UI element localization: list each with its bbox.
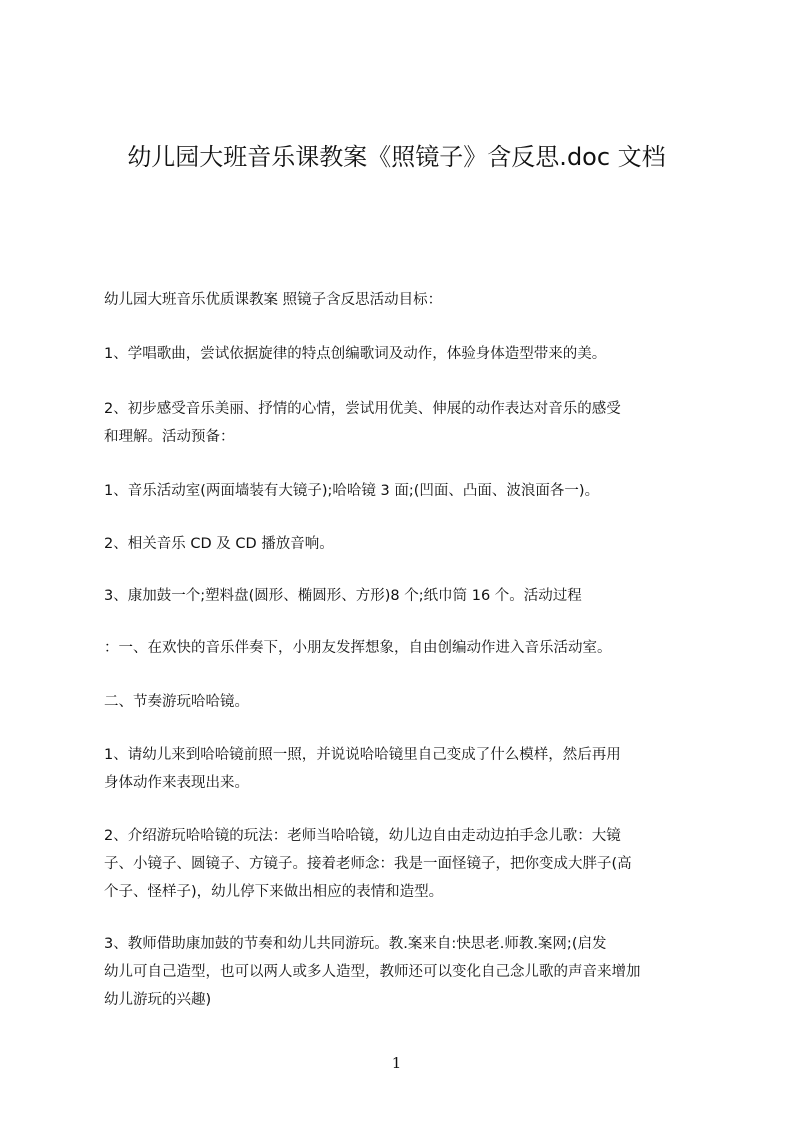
paragraph-line: 和理解。活动预备： (104, 429, 235, 445)
paragraph-prep-1 (104, 477, 694, 505)
paragraph-process-1 (104, 634, 694, 662)
paragraph-prep-2 (104, 530, 694, 558)
paragraph-line: 2、初步感受音乐美丽、抒情的心情，尝试用优美、伸展的动作表达对音乐的感受 (104, 401, 621, 417)
document-title: 幼儿园大班音乐课教案《照镜子》含反思.doc 文档 (127, 143, 666, 171)
paragraph-goal-1 (104, 340, 694, 368)
paragraph-line: ：一、在欢快的音乐伴奏下，小朋友发挥想象，自由创编动作进入音乐活动室。 (104, 640, 612, 656)
paragraph-prep-3 (104, 582, 694, 610)
paragraph-step-3 (104, 930, 694, 1014)
paragraph-step-2 (104, 822, 694, 906)
paragraph-goals-intro (104, 286, 694, 314)
paragraph-process-2 (104, 688, 694, 716)
paragraph-line: 3、康加鼓一个;塑料盘(圆形、椭圆形、方形)8 个;纸巾筒 16 个。活动过程 (104, 588, 582, 604)
paragraph-line: 1、学唱歌曲，尝试依据旋律的特点创编歌词及动作，体验身体造型带来的美。 (104, 346, 607, 362)
paragraph-line: 1、音乐活动室(两面墙装有大镜子);哈哈镜 3 面;(凹面、凸面、波浪面各一)。 (104, 483, 600, 499)
paragraph-line: 身体动作来表现出来。 (104, 775, 249, 791)
paragraph-line: 幼儿游玩的兴趣) (104, 992, 212, 1008)
paragraph-line: 2、相关音乐 CD 及 CD 播放音响。 (104, 536, 334, 552)
paragraph-step-1 (104, 741, 694, 797)
paragraph-goal-2 (104, 395, 694, 451)
paragraph-line: 幼儿园大班音乐优质课教案 照镜子含反思活动目标： (104, 292, 443, 308)
paragraph-line: 幼儿可自己造型，也可以两人或多人造型，教师还可以变化自己念儿歌的声音来增加 (104, 964, 641, 980)
paragraph-line: 3、教师借助康加鼓的节奏和幼儿共同游玩。教.案来自:快思老.师教.案网;(启发 (104, 936, 607, 952)
paragraph-line: 子、小镜子、圆镜子、方镜子。接着老师念：我是一面怪镜子，把你变成大胖子(高 (104, 856, 632, 872)
page-number: 1 (391, 1054, 402, 1072)
paragraph-line: 2、介绍游玩哈哈镜的玩法：老师当哈哈镜，幼儿边自由走动边拍手念儿歌：大镜 (104, 828, 621, 844)
paragraph-line: 1、请幼儿来到哈哈镜前照一照，并说说哈哈镜里自己变成了什么模样，然后再用 (104, 747, 621, 763)
paragraph-line: 个子、怪样子)，幼儿停下来做出相应的表情和造型。 (104, 884, 444, 900)
paragraph-line: 二、节奏游玩哈哈镜。 (104, 694, 249, 710)
